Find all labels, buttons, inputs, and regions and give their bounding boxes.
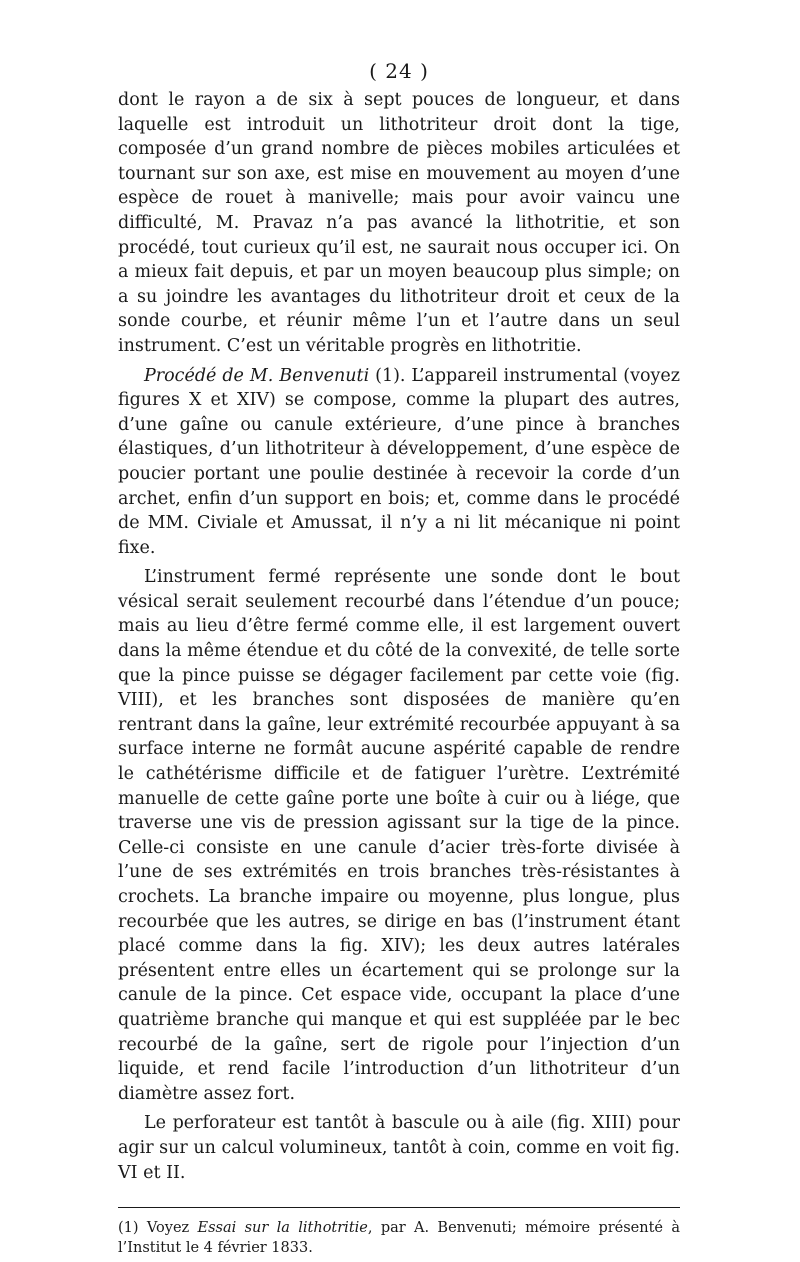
footnote-marker: (1) Voyez bbox=[118, 1220, 198, 1237]
page-number: ( 24 ) bbox=[369, 59, 429, 83]
paragraph-continuation: dont le rayon a de six à sept pouces de longueur, et dans laquelle est introduit un lithotriteur droit dont la tige, composée d’un grand nombre de pièces mobiles articulées et tournant sur son axe, est mise en mouvement au moyen d’une espèce de rouet à manivelle; mais pour avoir vaincu une difficulté, M. Pravaz n’a pas avancé la lithotritie, et son procédé, tout curieux qu’il est, ne saurait nous occuper ici. On a mieux fait depuis, et par un moyen beaucoup plus simple; on a su joindre les avantages du lithotriteur droit et ceux de la sonde courbe, et réunir même l’un et l’autre dans un seul instrument. C’est un véritable progrès en lithotritie. bbox=[118, 90, 680, 356]
page bbox=[118, 58, 680, 1258]
footnote-rest: , par A. Benvenuti; mémoire présenté à l’Institut le 4 février 1833. bbox=[118, 1220, 680, 1257]
paragraph-perforateur: Le perforateur est tantôt à bascule ou à aile (fig. XIII) pour agir sur un calcul volumineux, tantôt à coin, comme en voit fig. VI et II. bbox=[118, 1113, 680, 1183]
paragraph-benvenuti bbox=[118, 364, 680, 561]
main-text bbox=[118, 88, 680, 1185]
section-heading-benvenuti: Procédé de M. Benvenuti bbox=[144, 365, 370, 386]
footnote-title: Essai sur la lithotritie bbox=[197, 1220, 368, 1237]
paragraph-instrument: L’instrument fermé représente une sonde dont le bout vésical serait seulement recourbé dans l’étendue d’un pouce; mais au lieu d’être fermé comme elle, il est largement ouvert dans la même étendue et du côté de la convexité, de telle sorte que la pince puisse se dégager facilement par cette voie (fig. VIII), et les branches sont disposées de manière qu’en rentrant dans la gaîne, leur extrémité recourbée appuyant à sa surface interne ne formât aucune aspérité capable de rendre le cathétérisme difficile et de fatiguer l’urètre. L’extrémité manuelle de cette gaîne porte une boîte à cuir ou à liége, que traverse une vis de pression agissant sur la tige de la pince. Celle-ci consiste en une canule d’acier très-forte divisée à l’une de ses extrémités en trois branches très-résistantes à crochets. La branche impaire ou moyenne, plus longue, plus recourbée que les autres, se dirige en bas (l’instrument étant placé comme dans la fig. XIV); les deux autres latérales présentent entre elles un écartement qui se prolonge sur la canule de la pince. Cet espace vide, occupant la place d’une quatrième branche qui manque et qui est suppléée par le bec recourbé de la gaîne, sert de rigole pour l’injection d’un liquide, et rend facile l’introduction d’un lithotriteur d’un diamètre assez fort. bbox=[118, 567, 680, 1104]
footnote bbox=[118, 1218, 680, 1258]
footnote-divider bbox=[118, 1207, 680, 1208]
paragraph-benvenuti-text: (1). L’appareil instrumental (voyez figures X et XIV) se compose, comme la plupart des autres, d’une gaîne ou canule extérieure, d’une pince à branches élastiques, d’un lithotriteur à développement, d’une espèce de poucier portant une poulie destinée à recevoir la corde d’un archet, enfin d’un support en bois; et, comme dans le procédé de MM. Civiale et Amussat, il n’y a ni lit mécanique ni point fixe. bbox=[118, 365, 680, 558]
